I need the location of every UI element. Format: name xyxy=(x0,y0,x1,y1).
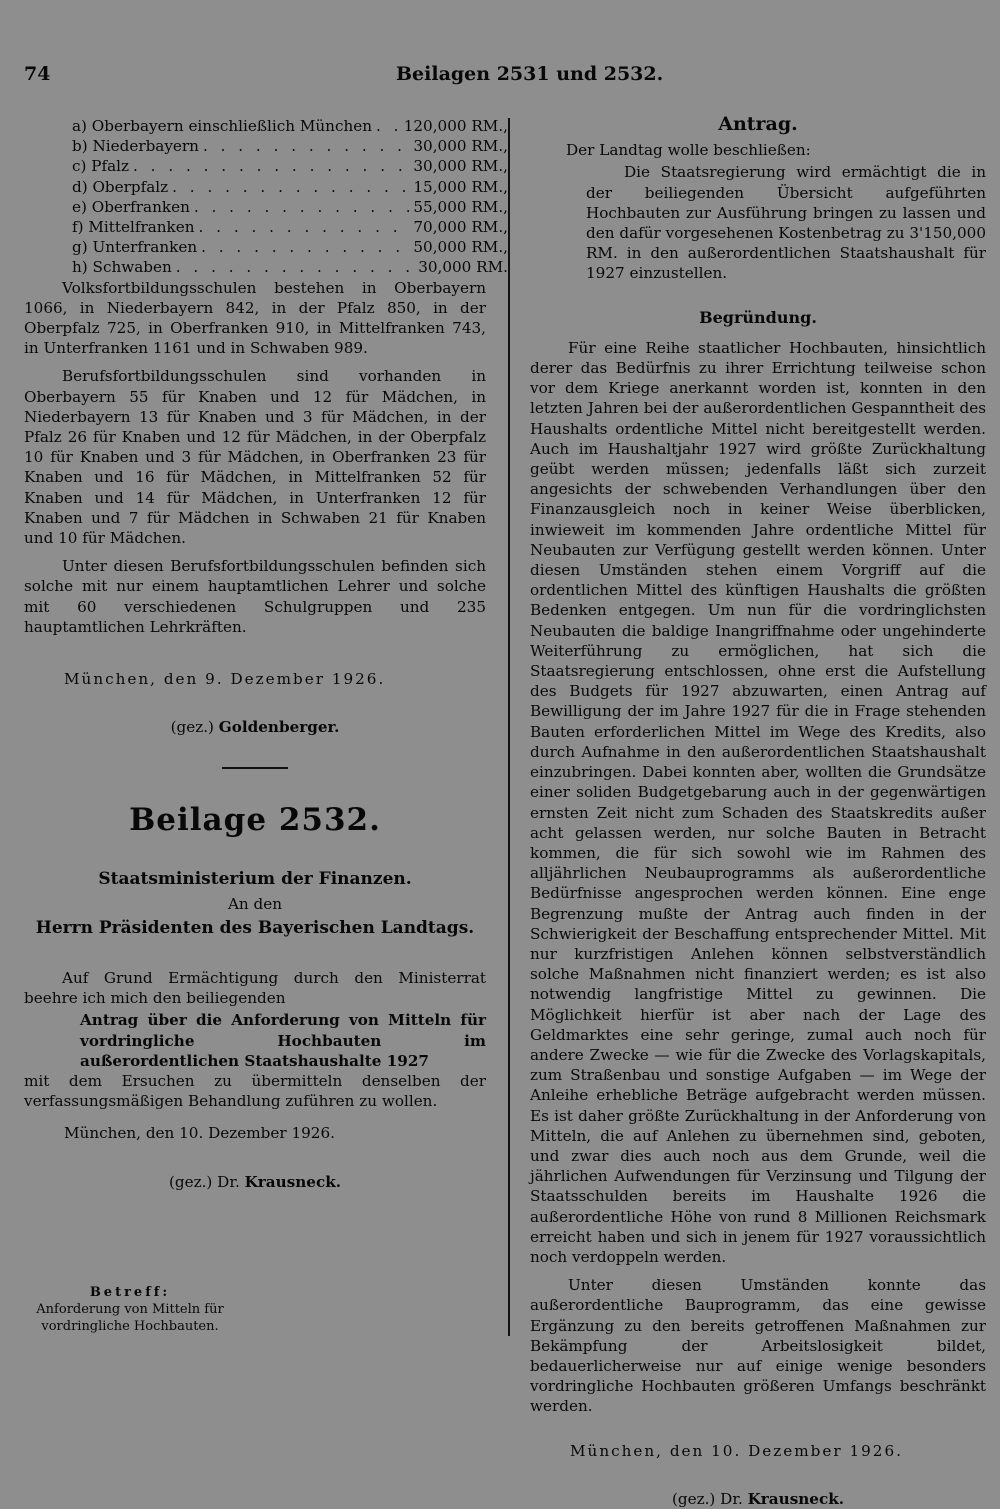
page-number: 74 xyxy=(24,63,51,85)
begruendung-heading: Begründung. xyxy=(699,307,817,327)
distribution-item xyxy=(72,116,508,136)
letter-intro: Auf Grund Ermächtigung durch den Ministerrat beehre ich mich den beiliegenden xyxy=(24,968,486,1008)
distribution-item xyxy=(72,156,508,176)
recipient: Herrn Präsidenten des Bayerischen Landtags. xyxy=(35,917,475,938)
distribution-amount: 15,000 RM., xyxy=(413,177,508,196)
antrag-lead: Der Landtag wolle beschließen: xyxy=(566,141,811,160)
dot-leader xyxy=(133,156,409,176)
signature-name: Krausneck. xyxy=(244,1172,342,1191)
distribution-amount: 30,000 RM., xyxy=(413,137,508,156)
distribution-amount: 30,000 RM., xyxy=(413,157,508,176)
left-column xyxy=(24,116,508,1192)
distribution-item xyxy=(72,257,508,277)
distribution-label: h) Schwaben xyxy=(72,258,172,277)
distribution-item xyxy=(72,136,508,156)
signature xyxy=(530,1489,986,1509)
dot-leader xyxy=(376,116,400,136)
begruendung-paragraph-1: Für eine Reihe staatlicher Hochbauten, hinsichtlich derer das Bedürfnis zu ihrer Errichtung teilweise schon vor dem Kriege anerkannt worden ist, konnten in den letzten Jahren bei der außerordentlichen Gespanntheit des Haushalts ordentliche Mittel nicht bereitgestellt werden. Auch im Haushaltjahr 1927 wird größte Zurückhaltung geübt werden müssen; jedenfalls läßt sich zurzeit angesichts der schwebenden Verhandlungen über den Finanzausgleich noch in keiner Weise überblicken, inwieweit im kommenden Jahre ordentliche Mittel für Neubauten zur Verfügung gestellt werden können. Unter diesen Umständen stehen einem Vorgriff auf die ordentlichen Mittel des künftigen Haushalts die größten Bedenken entgegen. Um nun für die vordringlichsten Neubauten die baldige Inangriffnahme oder ungehinderte Weiterführung zu ermöglichen, hat sich die Staatsregierung entschlossen, ohne erst die Aufstellung des Budgets für 1927 abzuwarten, einen Antrag auf Bewilligung der im Jahre 1927 für die in Frage stehenden Bauten erforderlichen Mittel im Wege des Kredits, also durch Aufnahme in den außerordentlichen Staatshaushalt einzubringen. Dabei konnten aber, wollten die Grundsätze einer soliden Budgetgebarung auch in der gegenwärtigen ernsten Zeit nicht zum Schaden des Staatskredits außer acht gelassen werden, nur solche Bauten in Betracht kommen, die für sich sowohl wie im Rahmen des alljährlichen Neubauprogramms als außerordentliche Bedürfnisse angesprochen werden können. Eine enge Begrenzung mußte der Antrag auch finden in der Schwierigkeit der Beschaffung entsprechender Mittel. Mit nur kurzfristigen Anlehen können selbstverständlich solche Maßnahmen nicht finanziert werden; es ist also notwendig langfristige Mittel zu gewinnen. Die Möglichkeit hierfür ist aber nach der Lage des Geldmarktes eine sehr geringe, zumal auch noch für andere Zwecke — wie für die Zwecke des Vorlagskapitals, zum Straßenbau und sonstige Aufgaben — im Wege der Anleihe erhebliche Beträge aufgebracht werden müssen. Es ist daher größte Zurückhaltung in der Anforderung von Mitteln, die auf Anlehen zu übernehmen sind, geboten, und zwar dies auch noch aus dem Grunde, weil die jährlichen Aufwendungen für Verzinsung und Tilgung der Staatsschulden bereits im Haushalte 1926 die außerordentliche Höhe von rund 8 Millionen Reichsmark erreicht haben und sich in jenem für 1927 voraussichtlich noch verdoppeln werden. xyxy=(530,338,986,1266)
distribution-label: a) Oberbayern einschließlich München xyxy=(72,117,372,135)
signature-prefix: (gez.) xyxy=(170,718,214,737)
signature-prefix: (gez.) Dr. xyxy=(168,1172,240,1191)
distribution-item xyxy=(72,237,508,257)
distribution-amount: 55,000 RM., xyxy=(413,197,508,216)
paragraph-lehrkraefte: Unter diesen Berufsfortbildungsschulen befinden sich solche mit nur einem hauptamtlichen Lehrer und solche mit 60 verschiedenen Schulgruppen und 235 hauptamtlichen Lehrkräften. xyxy=(24,557,486,636)
distribution-amount: 120,000 RM., xyxy=(403,117,508,135)
distribution-amount: 50,000 RM., xyxy=(413,238,508,257)
betreff-text: Anforderung von Mitteln für vordringliche Hochbauten. xyxy=(36,1302,224,1334)
letter-close: mit dem Ersuchen zu übermitteln denselben der verfassungsmäßigen Behandlung zuführen zu wollen. xyxy=(24,1071,486,1111)
antrag-heading: Antrag. xyxy=(718,113,798,135)
signature xyxy=(24,717,486,737)
betreff-label: Betreff: xyxy=(89,1285,171,1300)
distribution-list xyxy=(72,116,508,278)
distribution-label: b) Niederbayern xyxy=(72,137,199,156)
letter-signature xyxy=(24,1172,486,1192)
paragraph-volksfortbildungsschulen: Volksfortbildungsschulen bestehen in Oberbayern 1066, in Niederbayern 842, in der Pfalz 850, in der Oberpfalz 725, in Oberfranken 910, in Mittelfranken 743, in Unterfranken 1161 und in Schwaben 989. xyxy=(24,278,486,358)
section-divider xyxy=(222,767,288,769)
dot-leader xyxy=(194,197,410,217)
distribution-amount: 70,000 RM., xyxy=(413,217,508,236)
begruendung-paragraph-2: Unter diesen Umständen konnte das außerordentliche Bauprogramm, das eine gewisse Ergänzung zu den bereits getroffenen Maßnahmen zur Bekämpfung der Arbeitslosigkeit bildet, bedauerlicherweise nur auf einige wenige besonders vordringliche Hochbauten größeren Umfangs beschränkt werden. xyxy=(530,1276,986,1416)
beilage-title: Beilage 2532. xyxy=(129,802,381,839)
dot-leader xyxy=(201,237,409,257)
distribution-label: f) Mittelfranken xyxy=(72,217,195,236)
betreff-block xyxy=(30,1284,230,1335)
an-den: An den xyxy=(227,894,283,913)
dot-leader xyxy=(199,217,410,237)
letter-place-date: München, den 10. Dezember 1926. xyxy=(64,1124,335,1143)
dot-leader xyxy=(203,136,409,156)
distribution-label: d) Oberpfalz xyxy=(72,177,169,196)
distribution-item xyxy=(72,217,508,237)
ministry-name: Staatsministerium der Finanzen. xyxy=(98,869,412,890)
right-column xyxy=(530,112,986,1509)
distribution-label: c) Pfalz xyxy=(72,157,130,176)
distribution-label: e) Oberfranken xyxy=(72,197,190,216)
antrag-reference: Antrag über die Anforderung von Mitteln für vordringliche Hochbauten im außerordentlichen Staatshaushalte 1927 xyxy=(80,1011,486,1070)
place-date: München, den 9. Dezember 1926. xyxy=(64,669,386,688)
distribution-item xyxy=(72,177,508,197)
page-header xyxy=(24,63,664,92)
distribution-item xyxy=(72,197,508,217)
dot-leader xyxy=(176,257,414,277)
place-date: München, den 10. Dezember 1926. xyxy=(570,1441,903,1460)
running-head: Beilagen 2531 und 2532. xyxy=(396,63,664,85)
signature-name: Krausneck. xyxy=(747,1489,845,1508)
distribution-amount: 30,000 RM. xyxy=(418,258,508,277)
distribution-label: g) Unterfranken xyxy=(72,238,198,257)
antrag-body: Die Staatsregierung wird ermächtigt die in der beiliegenden Übersicht aufgeführten Hochbauten zur Ausführung bringen zu lassen und den dafür vorgesehenen Kostenbetrag zu 3'150,000 RM. in den außerordentlichen Staatshaushalt für 1927 einzustellen. xyxy=(586,163,986,283)
signature-prefix: (gez.) Dr. xyxy=(671,1489,743,1508)
paragraph-berufsfortbildungsschulen: Berufsfortbildungsschulen sind vorhanden in Oberbayern 55 für Knaben und 12 für Mädchen, in Niederbayern 13 für Knaben und 3 für Mädchen, in der Pfalz 26 für Knaben und 12 für Mädchen, in der Oberpfalz 10 für Knaben und 3 für Mädchen, in Oberfranken 23 für Knaben und 16 für Mädchen, in Mittelfranken 52 für Knaben und 14 für Mädchen, in Unterfranken 12 für Knaben und 7 für Mädchen in Schwaben 21 für Knaben und 10 für Mädchen. xyxy=(24,367,486,547)
dot-leader xyxy=(172,177,409,197)
signature-name: Goldenberger. xyxy=(218,718,340,737)
column-divider xyxy=(508,118,510,1336)
